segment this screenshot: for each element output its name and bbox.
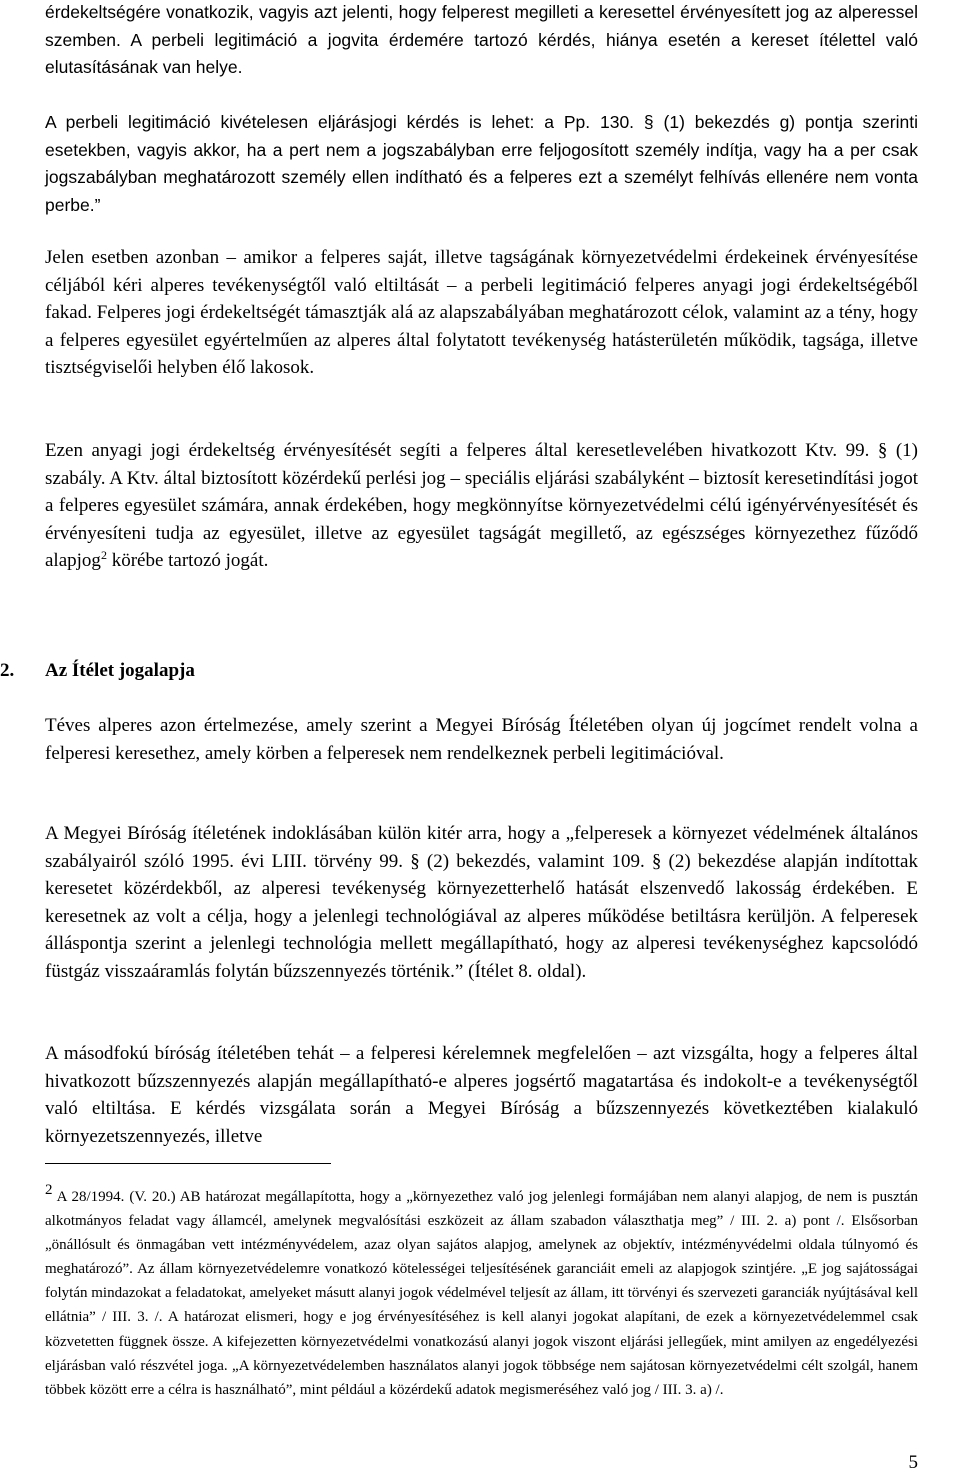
footnote	[45, 1182, 918, 1402]
footnote-text: A 28/1994. (V. 20.) AB határozat megállapította, hogy a „környezethez való jog jelenlegi formájában nem alanyi alapjog, de nem is pusztán alkotmányos feladat vagy államcél, amelynek megvalósítási eszközeit az állam szabadon választhatja meg” / III. 2. a) pont /. Elsősorban „önállósult és önmagában vett intézményvédelem, azaz olyan sajátos alapjog, amelynek az objektív, intézményvédelmi oldala túlnyomó és meghatározó”. Az állam környezetvédelemre vonatkozó kötelességei teljesítésének garanciáit emeli az alapjogok szintjére. „E jog sajátosságai folytán mindazokat a feladatokat, amelyeket másutt alanyi jogok védelmével teljesít az állam, itt törvényi és szervezeti garanciák nyújtásával kell ellátnia” / III. 3. /. A határozat elismeri, hogy e jog érvényesítéséhez is kell alanyi jogokat alapítani, de ezek a környezetvédelemmel csak közvetetten függnek össze. A kifejezetten környezetvédelmi vonatkozású alanyi jogok viszont eljárási jellegűek, mint amilyen az engedélyezési eljárásban való részvétel joga. „A környezetvédelemben használatos alanyi jogok többsége nem sajátosan környezetvédelmi célt szolgál, hanem többek között erre a célra is használható”, mint például a közérdekű adatok megismeréséhez való jog / III. 3. a) /.	[45, 1189, 918, 1398]
paragraph-1-text: érdekeltségére vonatkozik, vagyis azt jelenti, hogy felperest megilleti a keresettel érvényesített jog az alperessel szemben. A perbeli legitimáció a jogvita érdemére tartozó kérdés, hiánya esetén a kereset ítélettel való elutasításának van helye.	[45, 2, 918, 78]
paragraph-7	[45, 1040, 918, 1150]
page-number: 5	[908, 1452, 918, 1473]
paragraph-6	[45, 820, 918, 986]
section-heading	[0, 657, 195, 684]
paragraph-4-text: Ezen anyagi jogi érdekeltség érvényesítését segíti a felperes által keresetlevelében hivatkozott Ktv. 99. § (1) szabály. A Ktv. által biztosított közérdekű perlési jog – speciális eljárási szabályként – biztosít keresetindítási jogot a felperes egyesület számára, annak érdekében, hogy megkönnyítse környezetvédelmi célú igényérvényesítését és érvényesíteni tudja az egyesület, illetve az egyesület tagságát megillető, az egészséges környezethez fűződő alapjog	[45, 440, 918, 572]
paragraph-2-text: A perbeli legitimáció kivételesen eljárásjogi kérdés is lehet: a Pp. 130. § (1) bekezdés g) pontja szerinti esetekben, vagyis akkor, ha a pert nem a jogszabályban erre feljogosított személy indítja, vagy ha a per csak jogszabályban meghatározott személy ellen indítható és a felperes ezt a személyt felhívás ellenére nem vonta perbe.”	[45, 112, 918, 215]
paragraph-3	[45, 244, 918, 382]
paragraph-4-text-end: körébe tartozó jogát.	[111, 550, 269, 572]
paragraph-1	[45, 0, 918, 82]
paragraph-5-text: Téves alperes azon értelmezése, amely szerint a Megyei Bíróság Ítéletében olyan új jogcímet rendelt volna a felperesi keresethez, amely körben a felperesek nem rendelkeznek perbeli legitimációval.	[45, 715, 918, 764]
paragraph-2	[45, 109, 918, 219]
section-number: 2.	[0, 660, 15, 681]
footnote-mark: 2	[45, 1182, 53, 1198]
paragraph-5	[45, 712, 918, 767]
paragraph-4	[45, 437, 918, 575]
footnote-reference[interactable]: 2	[100, 548, 107, 563]
section-title: Az Ítélet jogalapja	[45, 660, 195, 681]
paragraph-7-text: A másodfokú bíróság ítéletében tehát – a felperesi kérelemnek megfelelően – azt vizsgálta, hogy a felperes által hivatkozott bűzszennyezés alapján megállapítható-e alperes jogsértő magatartása és indokolt-e a tevékenységtől való eltiltása. E kérdés vizsgálata során a Megyei Bíróság a bűzszennyezés következtében kialakuló környezetszennyezés, illetve	[45, 1043, 918, 1147]
paragraph-6-text: A Megyei Bíróság ítéletének indoklásában külön kitér arra, hogy a „felperesek a környezet védelmének általános szabályairól szóló 1995. évi LIII. törvény 99. § (2) bekezdés, valamint 109. § (2) bekezdése alapján indítottak keresetet közérdekből, az alperesi tevékenység környezetterhelő hatását elszenvedő lakosság érdekében. E keresetnek az volt a célja, hogy a jelenlegi technológiával az alperes működése betiltásra kerüljön. A felperesek álláspontja szerint a jelenlegi technológia mellett megállapítható, hogy az alperesi tevékenységhez kapcsolódó füstgáz visszaáramlás folytán bűzszennyezés történik.” (Ítélet 8. oldal).	[45, 823, 918, 982]
footnote-separator	[45, 1163, 331, 1164]
paragraph-3-text: Jelen esetben azonban – amikor a felperes saját, illetve tagságának környezetvédelmi érdekeinek érvényesítése céljából kéri alperes tevékenységtől való eltiltását – a perbeli legitimáció felperes anyagi jogi érdekeltségéből fakad. Felperes jogi érdekeltségét támasztják alá az alapszabályában meghatározott célok, valamint az a tény, hogy a felperes egyesület egyértelműen az alperes által folytatott tevékenység hatásterületén működik, tagsága, illetve tisztségviselői helyben élő lakosok.	[45, 247, 918, 379]
